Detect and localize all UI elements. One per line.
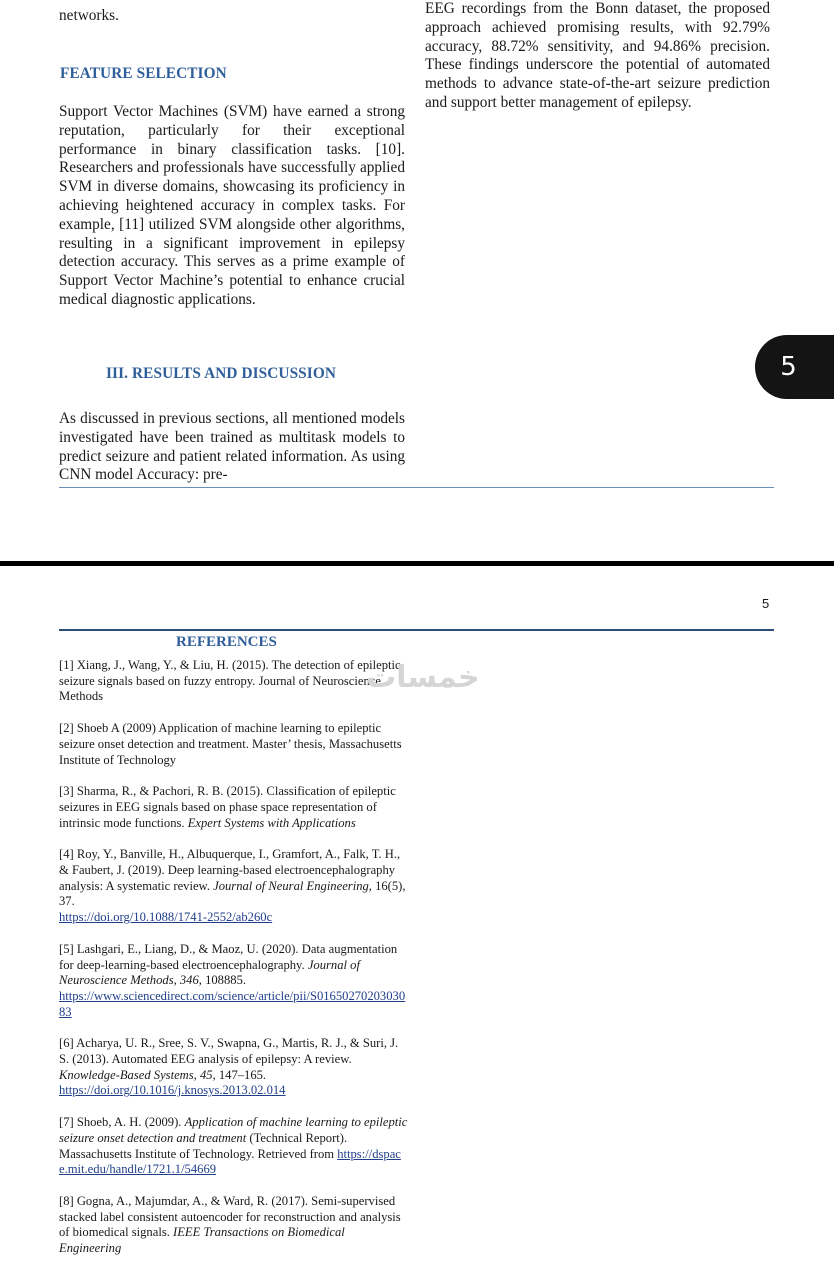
reference-item [59,847,409,926]
svm-paragraph [59,103,405,310]
results-discussion-heading: III. RESULTS AND DISCUSSION [106,365,336,382]
reference-text: 16(5), 37. [59,878,406,909]
right-column-paragraph [425,0,770,113]
reference-source: Knowledge-Based Systems, 45, [59,1067,216,1082]
reference-link[interactable]: https://doi.org/10.1088/1741-2552/ab260c [59,910,273,925]
reference-text: [1] Xiang, J., Wang, Y., & Liu, H. (2015). The detection of epileptic seizure signals based on fuzzy entropy. Journal of Neuroscience Methods [59,658,401,704]
reference-text: [4] Roy, Y., Banville, H., Albuquerque, I., Gramfort, A., Falk, T. H., & Faubert, J. (2019). Deep learning-based electroencephalography analysis: A systematic review. [59,847,401,893]
page-indicator-badge[interactable] [755,335,834,399]
reference-text: [7] Shoeb, A. H. (2009). [59,1115,185,1130]
reference-text: [6] Acharya, U. R., Sree, S. V., Swapna, G., Martis, R. J., & Suri, J. S. (2013). Automated EEG analysis of epilepsy: A review. [59,1036,399,1067]
references-list [59,658,409,1273]
reference-item [59,1036,409,1099]
reference-text: 147–165. [215,1067,267,1082]
document-page-top [0,0,834,562]
reference-item [59,721,409,768]
reference-source: Journal of Neural Engineering, [213,878,372,893]
svm-paragraph-text: Support Vector Machines (SVM) have earned a strong reputation, particularly for their exceptional performance in binary classification tasks. [10]. Researchers and professionals have successfully applied SVM in diverse domains, showcasing its proficiency in achieving heightened accuracy in complex tasks. For example, [11] utilized SVM alongside other algorithms, resulting in a significant improvement in epilepsy detection accuracy. This serves as a prime example of Support Vector Machine’s potential to enhance crucial medical diagnostic applications. [59,103,405,308]
feature-selection-heading: FEATURE SELECTION [60,65,227,82]
references-title: REFERENCES [176,634,277,650]
page-footer-rule [59,487,774,488]
reference-item [59,942,409,1021]
reference-text: [2] Shoeb A (2009) Application of machine learning to epileptic seizure onset detection and treatment. Master’ thesis, Massachusetts Institute of Technology [59,721,402,767]
results-paragraph [59,410,405,485]
reference-link[interactable]: https://dspace.mit.edu/handle/1721.1/54669 [59,1146,401,1177]
reference-source: Journal of Neuroscience Methods, 346, [59,957,360,988]
page-number: 5 [762,596,770,611]
watermark-logo: خمسات [366,660,480,695]
reference-item [59,658,409,705]
reference-source: IEEE Transactions on Biomedical Engineering [59,1225,345,1256]
results-paragraph-text: As discussed in previous sections, all mentioned models investigated have been trained as multitask models to predict seizure and patient related information. As using CNN model Accuracy: pre- [59,410,405,484]
reference-link[interactable]: https://www.sciencedirect.com/science/article/pii/S0165027020303083 [59,988,406,1019]
reference-item [59,1115,409,1178]
left-intro-end: networks. [59,7,119,24]
reference-source: Expert Systems with Applications [187,815,356,830]
reference-text: (Technical Report). Massachusetts Institute of Technology. Retrieved from [59,1130,348,1161]
reference-text: [5] Lashgari, E., Liang, D., & Maoz, U. (2020). Data augmentation for deep-learning-based electroencephalography. [59,941,398,972]
reference-text: 108885. [201,973,247,988]
reference-item [59,784,409,831]
reference-item [59,1194,409,1257]
page-header-rule [59,629,774,631]
right-column-text: EEG recordings from the Bonn dataset, the proposed approach achieved promising results, with 92.79% accuracy, 88.72% sensitivity, and 94.86% precision. These findings underscore the potential of automated methods to advance state-of-the-art seizure prediction and support better management of epilepsy. [425,0,770,111]
reference-link[interactable]: https://doi.org/10.1016/j.knosys.2013.02.014 [59,1083,286,1098]
reference-text: [8] Gogna, A., Majumdar, A., & Ward, R. (2017). Semi-supervised stacked label consistent autoencoder for reconstruction and analysis of biomedical signals. [59,1193,401,1240]
reference-source: Application of machine learning to epileptic seizure onset detection and treatment [59,1115,408,1145]
badge-number: 5 [780,352,797,382]
reference-text: [3] Sharma, R., & Pachori, R. B. (2015). Classification of epileptic seizures in EEG signals based on phase space representation of intrinsic mode functions. [59,784,396,830]
